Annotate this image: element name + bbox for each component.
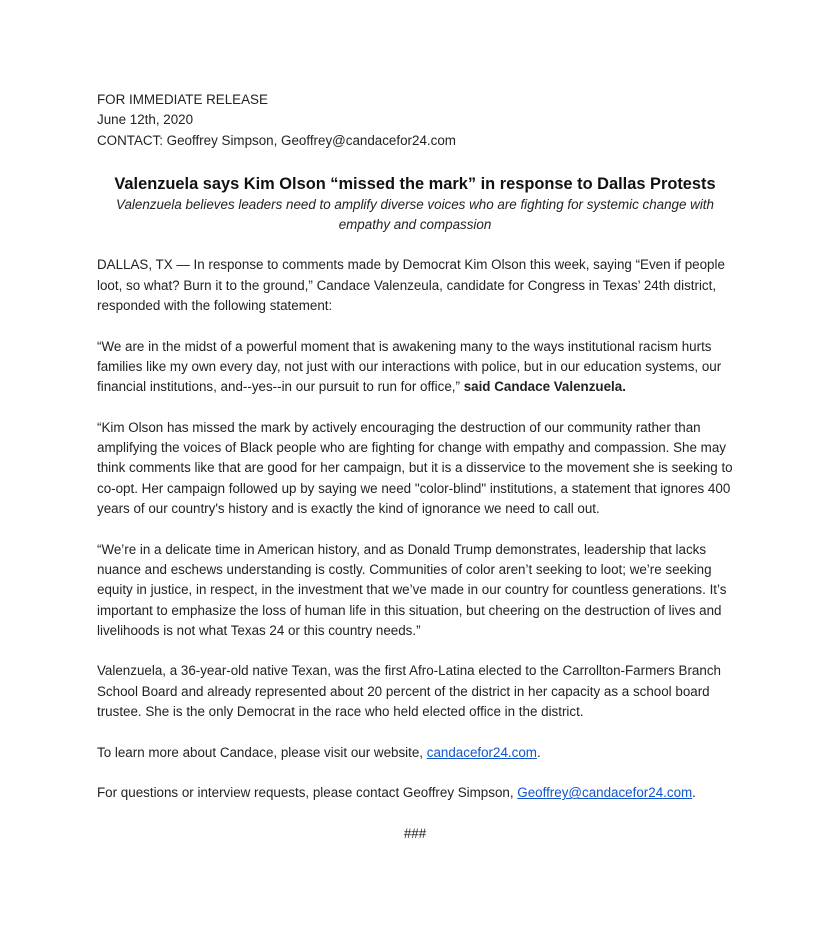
website-text: To learn more about Candace, please visit our website, — [97, 744, 424, 760]
release-label: FOR IMMEDIATE RELEASE — [97, 92, 268, 107]
release-date: June 12th, 2020 — [97, 112, 194, 128]
paragraph-quote-2: “Kim Olson has missed the mark by actively encouraging the destruction of our community rather than amplifying the voices of Black people who are fighting for change with empathy and compassion. She may think comments like that are good for her campaign, but it is a disservice to the movement she is seeking to co-opt. Her campaign followed up by saying we need "color-blind" institutions, a statement that ignores 400 years of our country's history and is exactly the kind of ignorance we need to call out. — [97, 419, 733, 517]
website-link[interactable]: candacefor24.com — [426, 744, 537, 760]
website-suffix: . — [536, 744, 541, 760]
contact-text: For questions or interview requests, please contact Geoffrey Simpson, — [97, 785, 514, 801]
release-header — [97, 90, 733, 151]
paragraph-contact — [97, 783, 733, 803]
contact-line: CONTACT: Geoffrey Simpson, Geoffrey@candacefor24.com — [97, 132, 456, 148]
end-mark: ### — [403, 825, 427, 841]
press-release-page — [97, 90, 733, 844]
headline: Valenzuela says Kim Olson “missed the mark” in response to Dallas Protests — [114, 174, 716, 193]
email-link[interactable]: Geoffrey@candacefor24.com — [517, 785, 693, 801]
quote-1-text: “We are in the midst of a powerful moment that is awakening many to the ways institutional racism hurts families like my own every day, not just with our interactions with police, but in our education systems, our financial institutions, and--yes--in our pursuit to run for office,” — [97, 338, 722, 395]
paragraph-quote-3: “We’re in a delicate time in American history, and as Donald Trump demonstrates, leadership that lacks nuance and eschews understanding is costly. Communities of color aren’t seeking to loot; we’re seeking equity in justice, in respect, in the investment that we’ve made in our country for countless generations. It’s important to emphasize the loss of human life in this situation, but cheering on the destruction of lives and livelihoods is not what Texas 24 or this country needs.” — [97, 541, 727, 638]
paragraph-website — [97, 743, 733, 763]
paragraph-intro: DALLAS, TX — In response to comments made by Democrat Kim Olson this week, saying “Even if people loot, so what? Burn it to the ground,” Candace Valenzeula, candidate for Congress in Texas’ 24th district, responded with the following statement: — [97, 257, 725, 314]
subheadline: Valenzuela believes leaders need to amplify diverse voices who are fighting for systemic change with empathy and compassion — [116, 196, 714, 233]
contact-suffix: . — [692, 785, 696, 801]
paragraph-bio: Valenzuela, a 36-year-old native Texan, was the first Afro-Latina elected to the Carrollton-Farmers Branch School Board and already represented about 20 percent of the district in her capacity as a school board trustee. She is the only Democrat in the race who held elected office in the district. — [97, 663, 721, 720]
quote-1-attribution: said Candace Valenzuela. — [463, 379, 626, 395]
paragraph-quote-1 — [97, 337, 733, 398]
